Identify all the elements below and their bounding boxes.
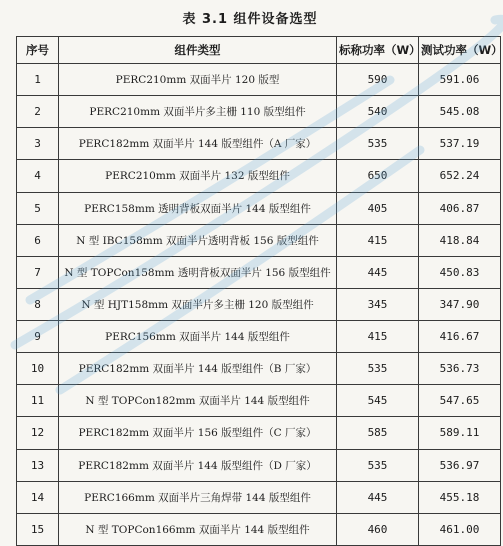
row-module-type: PERC166mm 双面半片三角焊带 144 版型组件 bbox=[59, 481, 337, 513]
row-rated-power: 405 bbox=[337, 192, 419, 224]
row-rated-power: 535 bbox=[337, 449, 419, 481]
row-module-type: N 型 TOPCon166mm 双面半片 144 版型组件 bbox=[59, 513, 337, 545]
row-tested-power: 455.18 bbox=[419, 481, 501, 513]
row-rated-power: 460 bbox=[337, 513, 419, 545]
row-module-type: N 型 HJT158mm 双面半片多主栅 120 版型组件 bbox=[59, 288, 337, 320]
header-rated-power: 标称功率（W） bbox=[337, 37, 419, 64]
row-index: 12 bbox=[17, 417, 59, 449]
table-row bbox=[17, 481, 501, 513]
row-tested-power: 537.19 bbox=[419, 128, 501, 160]
table-row bbox=[17, 449, 501, 481]
row-module-type: N 型 TOPCon182mm 双面半片 144 版型组件 bbox=[59, 385, 337, 417]
row-rated-power: 415 bbox=[337, 224, 419, 256]
table-row bbox=[17, 321, 501, 353]
table-row bbox=[17, 417, 501, 449]
row-module-type: PERC182mm 双面半片 144 版型组件（D 厂家） bbox=[59, 449, 337, 481]
row-rated-power: 445 bbox=[337, 481, 419, 513]
row-index: 13 bbox=[17, 449, 59, 481]
row-index: 15 bbox=[17, 513, 59, 545]
row-rated-power: 590 bbox=[337, 64, 419, 96]
row-tested-power: 547.65 bbox=[419, 385, 501, 417]
row-module-type: PERC182mm 双面半片 144 版型组件（B 厂家） bbox=[59, 353, 337, 385]
row-tested-power: 416.67 bbox=[419, 321, 501, 353]
row-tested-power: 536.73 bbox=[419, 353, 501, 385]
row-tested-power: 347.90 bbox=[419, 288, 501, 320]
header-module-type: 组件类型 bbox=[59, 37, 337, 64]
row-rated-power: 650 bbox=[337, 160, 419, 192]
row-rated-power: 540 bbox=[337, 96, 419, 128]
row-index: 14 bbox=[17, 481, 59, 513]
row-index: 5 bbox=[17, 192, 59, 224]
table-caption: 表 3.1 组件设备选型 bbox=[182, 12, 318, 27]
row-tested-power: 418.84 bbox=[419, 224, 501, 256]
row-index: 8 bbox=[17, 288, 59, 320]
row-module-type: PERC210mm 双面半片 120 版型 bbox=[59, 64, 337, 96]
row-tested-power: 589.11 bbox=[419, 417, 501, 449]
row-index: 9 bbox=[17, 321, 59, 353]
row-module-type: N 型 IBC158mm 双面半片透明背板 156 版型组件 bbox=[59, 224, 337, 256]
row-tested-power: 450.83 bbox=[419, 256, 501, 288]
row-rated-power: 535 bbox=[337, 353, 419, 385]
row-rated-power: 415 bbox=[337, 321, 419, 353]
row-rated-power: 345 bbox=[337, 288, 419, 320]
table-row bbox=[17, 256, 501, 288]
row-module-type: N 型 TOPCon158mm 透明背板双面半片 156 版型组件 bbox=[59, 256, 337, 288]
row-module-type: PERC210mm 双面半片多主栅 110 版型组件 bbox=[59, 96, 337, 128]
table-row bbox=[17, 385, 501, 417]
table-row bbox=[17, 288, 501, 320]
row-index: 11 bbox=[17, 385, 59, 417]
row-index: 2 bbox=[17, 96, 59, 128]
table-header-row bbox=[17, 37, 501, 64]
table-row bbox=[17, 224, 501, 256]
row-index: 4 bbox=[17, 160, 59, 192]
table-row bbox=[17, 192, 501, 224]
row-rated-power: 445 bbox=[337, 256, 419, 288]
row-module-type: PERC158mm 透明背板双面半片 144 版型组件 bbox=[59, 192, 337, 224]
row-tested-power: 591.06 bbox=[419, 64, 501, 96]
row-module-type: PERC210mm 双面半片 132 版型组件 bbox=[59, 160, 337, 192]
row-tested-power: 545.08 bbox=[419, 96, 501, 128]
table-row bbox=[17, 513, 501, 545]
row-index: 3 bbox=[17, 128, 59, 160]
row-rated-power: 535 bbox=[337, 128, 419, 160]
table-row bbox=[17, 64, 501, 96]
table-row bbox=[17, 96, 501, 128]
row-tested-power: 536.97 bbox=[419, 449, 501, 481]
header-index: 序号 bbox=[17, 37, 59, 64]
row-module-type: PERC182mm 双面半片 144 版型组件（A 厂家） bbox=[59, 128, 337, 160]
table-row bbox=[17, 128, 501, 160]
row-index: 6 bbox=[17, 224, 59, 256]
row-index: 7 bbox=[17, 256, 59, 288]
row-tested-power: 461.00 bbox=[419, 513, 501, 545]
row-index: 10 bbox=[17, 353, 59, 385]
row-index: 1 bbox=[17, 64, 59, 96]
table-row bbox=[17, 160, 501, 192]
row-module-type: PERC182mm 双面半片 156 版型组件（C 厂家） bbox=[59, 417, 337, 449]
row-tested-power: 406.87 bbox=[419, 192, 501, 224]
module-selection-table bbox=[16, 36, 501, 546]
row-module-type: PERC156mm 双面半片 144 版型组件 bbox=[59, 321, 337, 353]
row-tested-power: 652.24 bbox=[419, 160, 501, 192]
table-row bbox=[17, 353, 501, 385]
row-rated-power: 585 bbox=[337, 417, 419, 449]
row-rated-power: 545 bbox=[337, 385, 419, 417]
header-tested-power: 测试功率（W） bbox=[419, 37, 501, 64]
